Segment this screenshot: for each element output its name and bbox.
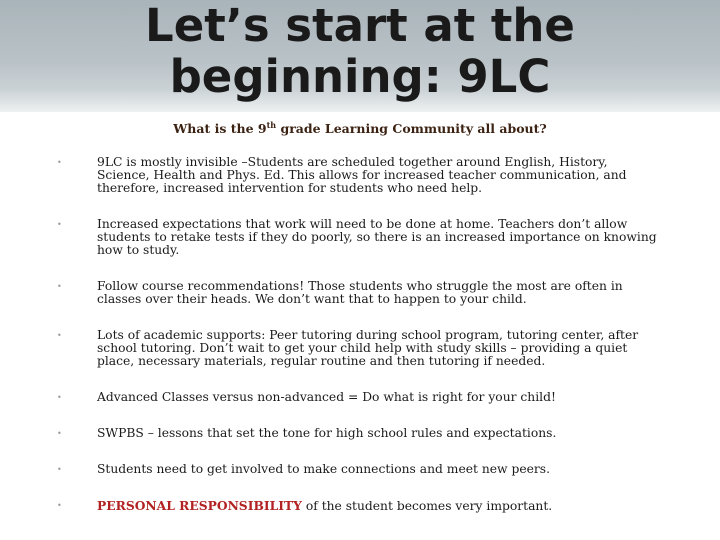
bullet-dot-icon: • bbox=[57, 331, 62, 340]
bullet-text: Students need to get involved to make connections and meet new peers. bbox=[97, 462, 551, 476]
bullet-dot-icon: • bbox=[57, 501, 62, 510]
bullet-item bbox=[57, 426, 658, 440]
slide-title-line-2: beginning: 9LC bbox=[169, 50, 551, 103]
bullet-dot-icon: • bbox=[57, 429, 62, 438]
bullet-dot-icon: • bbox=[57, 282, 62, 291]
bullet-dot-icon: • bbox=[57, 220, 62, 229]
slide-title bbox=[0, 0, 720, 102]
bullet-item bbox=[57, 498, 658, 513]
slide-subtitle bbox=[0, 120, 720, 136]
bullet-dot-icon: • bbox=[57, 465, 62, 474]
bullet-item bbox=[57, 390, 658, 404]
subtitle-start: What is the 9 bbox=[173, 121, 267, 137]
bullet-text bbox=[68, 499, 658, 513]
subtitle-end: grade Learning Community all about? bbox=[276, 121, 547, 137]
bullet-text: 9LC is mostly invisible –Students are scheduled together around English, History, Science, Health and Phys. Ed. This allows for increased teacher communication, and therefore, increased intervention for students who need help. bbox=[97, 155, 627, 195]
bullet-list bbox=[57, 155, 658, 536]
bullet-item bbox=[57, 462, 658, 476]
bullet-item bbox=[57, 279, 658, 306]
bullet-item bbox=[57, 217, 658, 257]
bullet-dot-icon: • bbox=[57, 158, 62, 167]
personal-responsibility-highlight: PERSONAL RESPONSIBILITY bbox=[97, 498, 302, 513]
bullet-text: Increased expectations that work will need to be done at home. Teachers don’t allow students to retake tests if they do poorly, so there is an increased importance on knowing how to study. bbox=[97, 217, 657, 257]
bullet-text: Follow course recommendations! Those students who struggle the most are often in classes over their heads. We don’t want that to happen to your child. bbox=[97, 279, 623, 306]
bullet-text: Lots of academic supports: Peer tutoring during school program, tutoring center, after school tutoring. Don’t wait to get your child help with study skills – providing a quiet place, necessary materials, regular routine and then tutoring if needed. bbox=[97, 328, 639, 368]
bullet-item bbox=[57, 328, 658, 368]
slide-title-line-1: Let’s start at the bbox=[145, 0, 575, 52]
bullet-text: SWPBS – lessons that set the tone for high school rules and expectations. bbox=[97, 426, 557, 440]
bullet-text-rest: of the student becomes very important. bbox=[301, 499, 553, 513]
subtitle-superscript: th bbox=[266, 120, 277, 130]
bullet-item bbox=[57, 155, 658, 195]
bullet-text: Advanced Classes versus non-advanced = Do what is right for your child! bbox=[97, 390, 556, 404]
bullet-dot-icon: • bbox=[57, 393, 62, 402]
